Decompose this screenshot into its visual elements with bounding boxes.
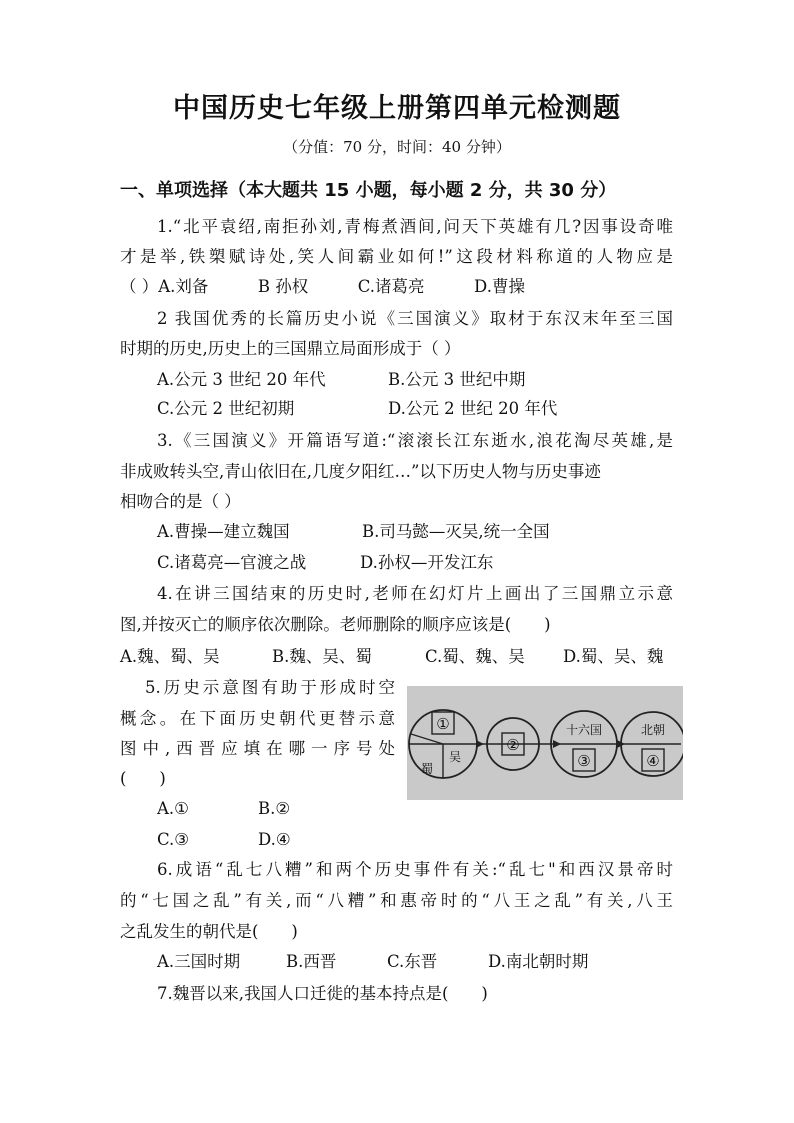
q1-line-3-options: （ ）A.刘备 B 孙权 C.诸葛亮 D.曹操 [120,277,525,296]
q1-line-2: 才是举,铁槊赋诗处,笑人间霸业如何!”这段材料称道的人物应是 [120,247,673,266]
q4-option-b: B.魏、吴、蜀 [272,647,372,666]
blank-number-1: ① [436,715,450,733]
q4-option-c: C.蜀、魏、吴 [425,647,525,666]
q3-line-1: 3.《三国演义》开篇语写道:“滚滚长江东逝水,浪花淘尽英雄,是 [157,431,673,450]
q5-option-a: A.① [157,799,189,818]
q3-line-2: 非成败转头空,青山依旧在,几度夕阳红…”以下历史人物与历史事迹 [120,462,601,481]
q6-option-c: C.东晋 [387,952,438,971]
q7-line-1: 7.魏晋以来,我国人口迁徙的基本持点是( ) [157,984,488,1003]
q5-line-4: ( ) [120,769,166,788]
q6-line-1: 6.成语“乱七八糟”和两个历史事件有关:“乱七"和西汉景帝时 [157,860,673,879]
q2-line-1: 2 我国优秀的长篇历史小说《三国演义》取材于东汉末年至三国 [157,309,673,328]
exam-info: （分值：70 分，时间：40 分钟） [283,138,511,156]
q5-line-1: 5.历史示意图有助于形成时空 [145,678,395,697]
q1-line-1: 1.“北平袁绍,南拒孙刘,青梅煮酒间,问天下英雄有几?因事设奇唯 [157,217,673,236]
q3-option-a: A.曹操—建立魏国 [157,522,290,541]
q3-option-c: C.诸葛亮—官渡之战 [157,553,307,572]
blank-number-3: ③ [577,752,591,770]
q2-line-2: 时期的历史,历史上的三国鼎立局面形成于（ ） [120,339,461,358]
q6-line-3: 之乱发生的朝代是( ) [120,922,298,941]
blank-number-2: ② [506,736,520,754]
q5-line-2: 概念。在下面历史朝代更替示意 [120,709,395,728]
blank-number-4: ④ [646,752,660,770]
label-shu: 蜀 [420,762,434,776]
label-wu: 吴 [448,750,462,764]
q5-option-d: D.④ [258,830,291,849]
diagram-background [407,686,683,800]
q3-line-3: 相吻合的是（ ） [120,492,241,511]
q4-line-2: 图,并按灭亡的顺序依次删除。老师删除的顺序应该是( ) [120,615,551,634]
q4-option-d: D.蜀、吴、魏 [563,647,664,666]
q5-option-c: C.③ [157,830,190,849]
q4-line-1: 4.在讲三国结束的历史时,老师在幻灯片上画出了三国鼎立示意 [157,584,673,603]
dynasty-succession-diagram [407,686,683,800]
q2-option-d: D.公元 2 世纪 20 年代 [388,399,558,418]
q4-option-a: A.魏、蜀、吴 [120,647,220,666]
q5-option-b: B.② [258,799,291,818]
page-title: 中国历史七年级上册第四单元检测题 [173,93,621,124]
q6-option-b: B.西晋 [286,952,337,971]
q2-option-c: C.公元 2 世纪初期 [157,399,295,418]
section-heading: 一、单项选择（本大题共 15 小题，每小题 2 分，共 30 分） [120,180,617,201]
q2-option-b: B.公元 3 世纪中期 [388,370,526,389]
q3-option-b: B.司马懿—灭吴,统一全国 [362,522,550,541]
q5-line-3: 图中,西晋应填在哪一序号处 [120,739,395,758]
q2-option-a: A.公元 3 世纪 20 年代 [157,370,326,389]
q6-line-2: 的“七国之乱”有关,而“八糟”和惠帝时的“八王之乱”有关,八王 [120,891,673,910]
q3-option-d: D.孙权—开发江东 [360,553,494,572]
q6-option-a: A.三国时期 [157,952,241,971]
label-sixteen-kingdoms: 十六国 [565,723,603,737]
label-northern-dynasties: 北朝 [640,723,666,737]
q6-option-d: D.南北朝时期 [488,952,589,971]
